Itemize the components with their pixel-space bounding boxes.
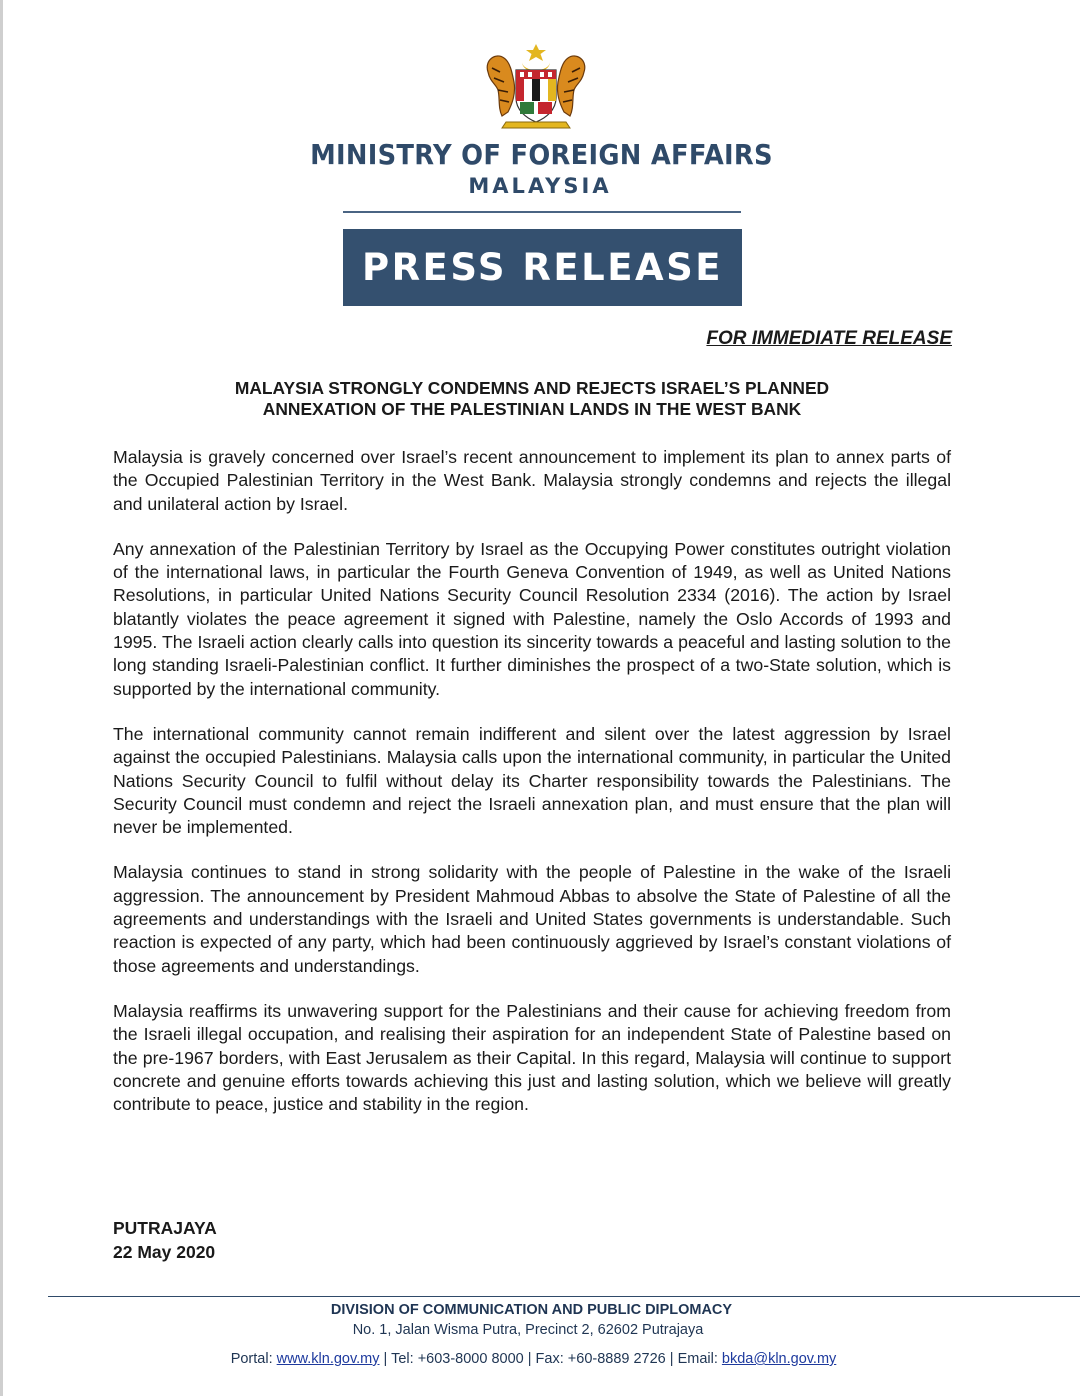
paragraph: The international community cannot remain indifferent and silent over the latest aggression by Israel against the occupied Palestinians. Malaysia calls upon the international community, in particular the United Nations Security Council to fulfil without delay its Charter responsibility towards the Palestinians. The Security Council must condemn and reject the Israeli annexation plan, and must ensure that the plan will never be implemented. <box>113 723 951 838</box>
footer-division: DIVISION OF COMMUNICATION AND PUBLIC DIPLOMACY <box>330 1302 733 1318</box>
fax-number: +60-8889 2726 <box>567 1351 666 1367</box>
signoff-date: 22 May 2020 <box>113 1242 216 1262</box>
email-label: | Email: <box>669 1351 718 1367</box>
page-edge <box>0 0 3 1396</box>
headline-line: MALAYSIA STRONGLY CONDEMNS AND REJECTS ISRAEL’S PLANNED <box>234 378 830 398</box>
body-text <box>113 446 951 1138</box>
portal-link[interactable]: www.kln.gov.my <box>276 1351 380 1367</box>
headline <box>113 378 951 420</box>
country-name: MALAYSIA <box>468 174 612 198</box>
signoff <box>113 1216 217 1264</box>
footer-divider <box>48 1296 1080 1297</box>
tel-number: +603-8000 8000 <box>417 1351 524 1367</box>
banner-title: PRESS RELEASE <box>361 246 724 289</box>
ministry-name: MINISTRY OF FOREIGN AFFAIRS <box>310 138 773 171</box>
email-link[interactable]: bkda@kln.gov.my <box>721 1351 837 1367</box>
portal-label: Portal: <box>230 1351 273 1367</box>
footer-contact <box>0 1351 1067 1367</box>
tel-label: | Tel: <box>383 1351 414 1367</box>
release-tag: FOR IMMEDIATE RELEASE <box>706 328 952 349</box>
headline-line: ANNEXATION OF THE PALESTINIAN LANDS IN THE WEST BANK <box>262 399 802 419</box>
header-divider <box>343 211 741 213</box>
fax-label: | Fax: <box>527 1351 564 1367</box>
signoff-place: PUTRAJAYA <box>113 1218 217 1238</box>
coat-of-arms-icon <box>476 42 596 134</box>
press-release-banner <box>343 229 742 306</box>
footer-address: No. 1, Jalan Wisma Putra, Precinct 2, 62602 Putrajaya <box>352 1322 704 1338</box>
paragraph: Malaysia reaffirms its unwavering support for the Palestinians and their cause for achieving freedom from the Israeli illegal occupation, and realising their aspiration for an independent State of Palestine based on the pre-1967 borders, with East Jerusalem as their Capital. In this regard, Malaysia will continue to support concrete and genuine efforts towards achieving this just and lasting solution, which we believe will greatly contribute to peace, justice and stability in the region. <box>113 1000 951 1115</box>
paragraph: Any annexation of the Palestinian Territory by Israel as the Occupying Power constitutes outright violation of the international laws, in particular the Fourth Geneva Convention of 1949, as well as United Nations Resolutions, in particular United Nations Security Council Resolution 2334 (2016). The action by Israel blatantly violates the peace agreement it signed with Palestine, namely the Oslo Accords of 1993 and 1995. The Israeli action clearly calls into question its sincerity towards a peaceful and lasting solution to the long standing Israeli-Palestinian conflict. It further diminishes the prospect of a two-State solution, which is supported by the international community. <box>113 538 951 699</box>
paragraph: Malaysia is gravely concerned over Israel’s recent announcement to implement its plan to annex parts of the Occupied Palestinian Territory in the West Bank. Malaysia strongly condemns and rejects the illegal and unilateral action by Israel. <box>113 447 951 514</box>
paragraph: Malaysia continues to stand in strong solidarity with the people of Palestine in the wake of the Israeli aggression. The announcement by President Mahmoud Abbas to absolve the State of Palestine of all the agreements and understandings with the Israeli and United States governments is understandable. Such reaction is expected of any party, which had been continuously aggrieved by Israel’s constant violations of those agreements and understandings. <box>113 862 951 976</box>
